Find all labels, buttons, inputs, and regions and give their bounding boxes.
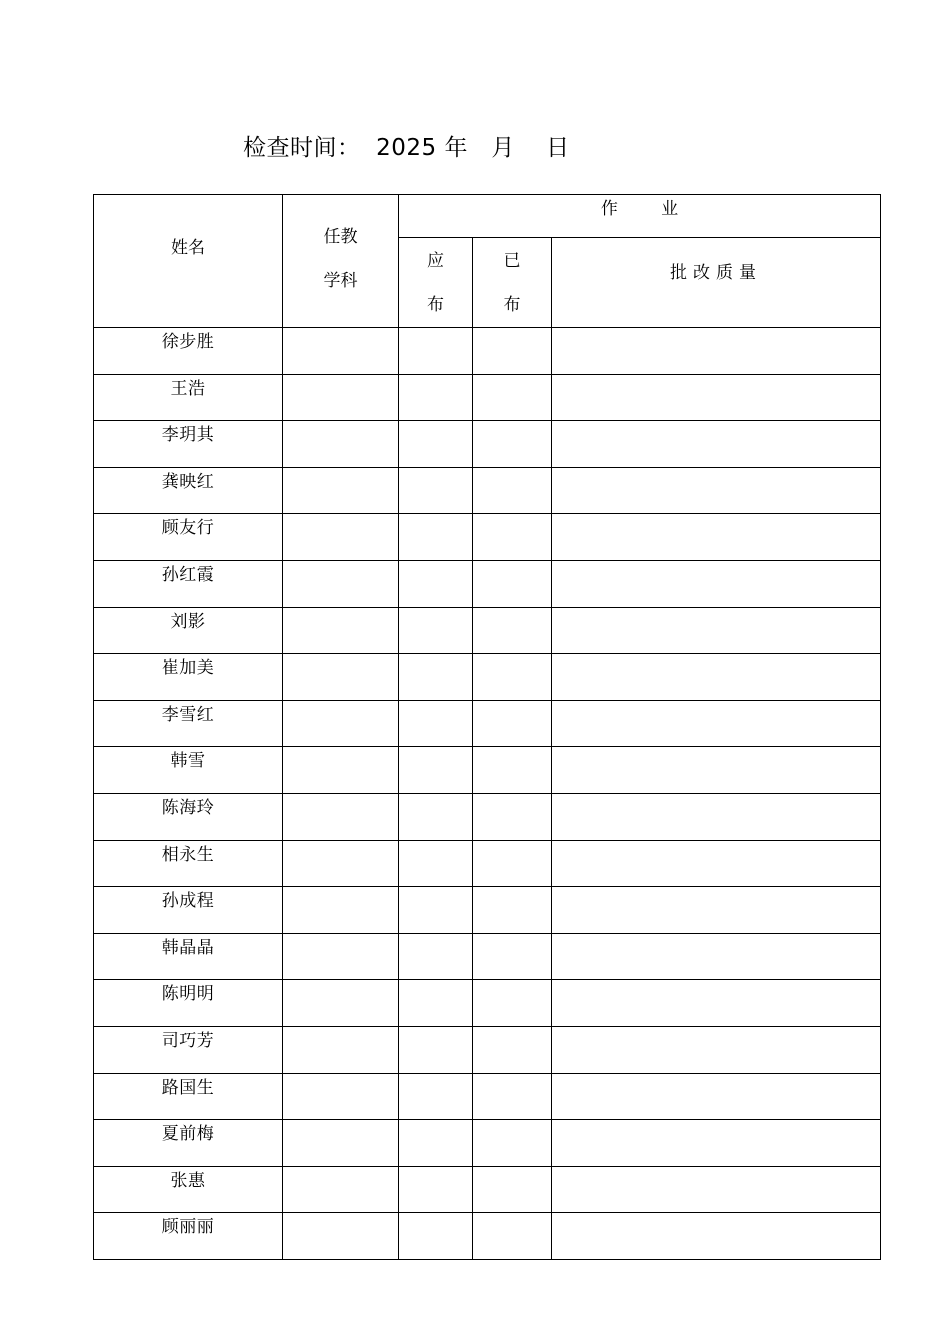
teacher-name-cell: 崔加美 — [94, 654, 283, 701]
table-row — [94, 374, 881, 421]
teacher-name-cell: 路国生 — [94, 1073, 283, 1120]
teacher-name-cell: 李玥其 — [94, 421, 283, 468]
assigned-cell[interactable] — [399, 700, 473, 747]
done-cell[interactable] — [473, 1166, 552, 1213]
assigned-cell[interactable] — [399, 933, 473, 980]
assigned-cell[interactable] — [399, 1026, 473, 1073]
table-row — [94, 1166, 881, 1213]
quality-cell[interactable] — [552, 980, 881, 1027]
done-cell[interactable] — [473, 514, 552, 561]
done-cell[interactable] — [473, 980, 552, 1027]
subject-cell[interactable] — [283, 467, 399, 514]
header-homework-group: 作 业 — [399, 195, 881, 238]
table-row — [94, 793, 881, 840]
teacher-name-cell: 王浩 — [94, 374, 283, 421]
done-cell[interactable] — [473, 607, 552, 654]
done-cell[interactable] — [473, 933, 552, 980]
subject-cell[interactable] — [283, 374, 399, 421]
subject-cell[interactable] — [283, 607, 399, 654]
quality-cell[interactable] — [552, 1073, 881, 1120]
assigned-cell[interactable] — [399, 421, 473, 468]
table-row — [94, 840, 881, 887]
assigned-cell[interactable] — [399, 887, 473, 934]
table-row — [94, 1026, 881, 1073]
header-name: 姓名 — [94, 195, 283, 328]
teacher-name-cell: 李雪红 — [94, 700, 283, 747]
done-cell[interactable] — [473, 1213, 552, 1260]
quality-cell[interactable] — [552, 421, 881, 468]
table-row — [94, 514, 881, 561]
assigned-cell[interactable] — [399, 1166, 473, 1213]
quality-cell[interactable] — [552, 654, 881, 701]
teacher-name-cell: 相永生 — [94, 840, 283, 887]
quality-cell[interactable] — [552, 747, 881, 794]
done-cell[interactable] — [473, 328, 552, 375]
quality-cell[interactable] — [552, 1213, 881, 1260]
table-row — [94, 467, 881, 514]
subject-cell[interactable] — [283, 1026, 399, 1073]
subject-cell[interactable] — [283, 793, 399, 840]
subject-cell[interactable] — [283, 328, 399, 375]
assigned-cell[interactable] — [399, 560, 473, 607]
subject-cell[interactable] — [283, 1166, 399, 1213]
table-row — [94, 654, 881, 701]
done-cell[interactable] — [473, 1073, 552, 1120]
quality-cell[interactable] — [552, 467, 881, 514]
header-done — [473, 238, 552, 328]
header-assigned-line2: 布 — [427, 295, 444, 315]
quality-cell[interactable] — [552, 793, 881, 840]
quality-cell[interactable] — [552, 933, 881, 980]
teacher-name-cell: 夏前梅 — [94, 1120, 283, 1167]
subject-cell[interactable] — [283, 421, 399, 468]
quality-cell[interactable] — [552, 607, 881, 654]
teacher-name-cell: 顾友行 — [94, 514, 283, 561]
subject-cell[interactable] — [283, 980, 399, 1027]
quality-cell[interactable] — [552, 328, 881, 375]
table-row — [94, 1073, 881, 1120]
subject-cell[interactable] — [283, 747, 399, 794]
assigned-cell[interactable] — [399, 1120, 473, 1167]
quality-cell[interactable] — [552, 1120, 881, 1167]
table-row — [94, 933, 881, 980]
done-cell[interactable] — [473, 840, 552, 887]
subject-cell[interactable] — [283, 840, 399, 887]
assigned-cell[interactable] — [399, 328, 473, 375]
header-done-line2: 布 — [503, 295, 521, 315]
header-assigned-line1: 应 — [427, 251, 444, 271]
table-row — [94, 560, 881, 607]
assigned-cell[interactable] — [399, 1073, 473, 1120]
assigned-cell[interactable] — [399, 467, 473, 514]
teacher-name-cell: 孙成程 — [94, 887, 283, 934]
teacher-name-cell: 司巧芳 — [94, 1026, 283, 1073]
quality-cell[interactable] — [552, 700, 881, 747]
teacher-name-cell: 龚映红 — [94, 467, 283, 514]
table-row — [94, 1120, 881, 1167]
assigned-cell[interactable] — [399, 654, 473, 701]
header-assigned — [399, 238, 473, 328]
teacher-name-cell: 陈明明 — [94, 980, 283, 1027]
quality-cell[interactable] — [552, 374, 881, 421]
header-subject-line1: 任教 — [323, 227, 358, 247]
header-subject — [283, 195, 399, 328]
assigned-cell[interactable] — [399, 747, 473, 794]
done-cell[interactable] — [473, 421, 552, 468]
teacher-name-cell: 刘影 — [94, 607, 283, 654]
assigned-cell[interactable] — [399, 840, 473, 887]
table-row — [94, 607, 881, 654]
done-cell[interactable] — [473, 747, 552, 794]
quality-cell[interactable] — [552, 560, 881, 607]
table-row — [94, 1213, 881, 1260]
table-row — [94, 700, 881, 747]
teacher-name-cell: 陈海玲 — [94, 793, 283, 840]
quality-cell[interactable] — [552, 1166, 881, 1213]
header-done-line1: 已 — [503, 251, 521, 271]
table-row — [94, 747, 881, 794]
homework-inspection-table — [93, 194, 881, 1260]
quality-cell[interactable] — [552, 887, 881, 934]
table-row — [94, 328, 881, 375]
done-cell[interactable] — [473, 887, 552, 934]
assigned-cell[interactable] — [399, 374, 473, 421]
subject-cell[interactable] — [283, 654, 399, 701]
assigned-cell[interactable] — [399, 607, 473, 654]
done-cell[interactable] — [473, 793, 552, 840]
teacher-name-cell: 韩晶晶 — [94, 933, 283, 980]
assigned-cell[interactable] — [399, 1213, 473, 1260]
done-cell[interactable] — [473, 700, 552, 747]
subject-cell[interactable] — [283, 1120, 399, 1167]
table-row — [94, 421, 881, 468]
quality-cell[interactable] — [552, 514, 881, 561]
quality-cell[interactable] — [552, 1026, 881, 1073]
subject-cell[interactable] — [283, 1213, 399, 1260]
subject-cell[interactable] — [283, 700, 399, 747]
inspection-date-title: 检查时间： 2025 年 月 日 — [243, 135, 570, 161]
assigned-cell[interactable] — [399, 514, 473, 561]
done-cell[interactable] — [473, 1026, 552, 1073]
subject-cell[interactable] — [283, 1073, 399, 1120]
subject-cell[interactable] — [283, 514, 399, 561]
done-cell[interactable] — [473, 374, 552, 421]
quality-cell[interactable] — [552, 840, 881, 887]
teacher-name-cell: 徐步胜 — [94, 328, 283, 375]
subject-cell[interactable] — [283, 560, 399, 607]
teacher-name-cell: 韩雪 — [94, 747, 283, 794]
header-subject-line2: 学科 — [323, 271, 358, 291]
table-row — [94, 980, 881, 1027]
assigned-cell[interactable] — [399, 980, 473, 1027]
subject-cell[interactable] — [283, 887, 399, 934]
done-cell[interactable] — [473, 560, 552, 607]
assigned-cell[interactable] — [399, 793, 473, 840]
teacher-name-cell: 张惠 — [94, 1166, 283, 1213]
subject-cell[interactable] — [283, 933, 399, 980]
table-row — [94, 887, 881, 934]
teacher-name-cell: 孙红霞 — [94, 560, 283, 607]
done-cell[interactable] — [473, 654, 552, 701]
header-quality: 批改质量 — [552, 238, 881, 328]
done-cell[interactable] — [473, 467, 552, 514]
done-cell[interactable] — [473, 1120, 552, 1167]
teacher-name-cell: 顾丽丽 — [94, 1213, 283, 1260]
